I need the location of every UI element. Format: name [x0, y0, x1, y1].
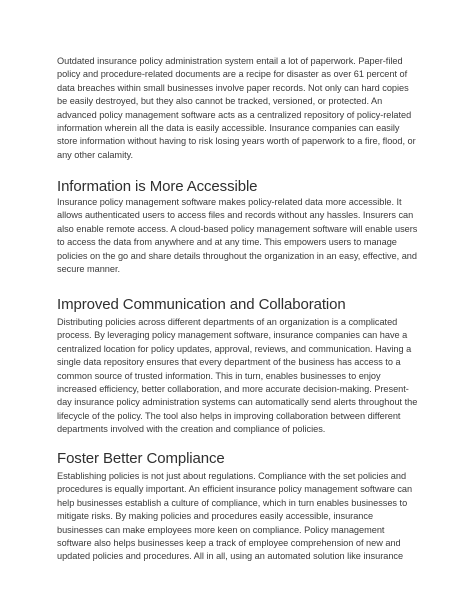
section-heading-compliance: Foster Better Compliance [57, 450, 225, 467]
section-body-communication: Distributing policies across different departments of an organization is a complicated process. By leveraging policy management software, insurance companies can have a centralized location for policy updates, approval, reviews, and communication. Having a single data repository ensures that every department of the business has access to a common source of trusted information. This in turn, enables businesses to enjoy increased efficiency, better collaboration, and more accurate decision-making. Present-day insurance policy administration systems can automatically send alerts throughout the lifecycle of the policy. The tool also helps in improving collaboration between different departments involved with the creation and compliance of policies. [57, 317, 418, 435]
intro-paragraph: Outdated insurance policy administration system entail a lot of paperwork. Paper-filed policy and procedure-related documents are a recipe for disaster as over 61 percent of data breaches within small businesses involve paper records. Not only can hard copies be easily destroyed, but they also cannot be tracked, versioned, or protected. An advanced policy management software acts as a centralized repository of policy-related information wherein all the data is easily accessible. Insurance companies can easily store information without having to risk losing years worth of paperwork to a fire, flood, or any other calamity. [57, 56, 416, 160]
section-heading-communication: Improved Communication and Collaboration [57, 296, 346, 313]
section-body-accessible: Insurance policy management software makes policy-related data more accessible. It allows authenticated users to access files and records without any hassles. Insurers can also enable remote access. A cloud-based policy management software will enable users to access the data from anywhere and at any time. This empowers users to manage policies on the go and share details throughout the organization in an easy, effective, and secure manner. [57, 197, 418, 275]
section-body-compliance: Establishing policies is not just about regulations. Compliance with the set policies and procedures is equally important. An efficient insurance policy management software can help businesses establish a culture of compliance, which in turn enables businesses to mitigate risks. By making policies and procedures easily accessible, insurance businesses can make employees more keen on compliance. Policy management software also helps businesses keep a track of employee comprehension of new and updated policies and procedures. All in all, using an automated solution like insurance [57, 471, 413, 562]
section-heading-accessible: Information is More Accessible [57, 178, 258, 195]
